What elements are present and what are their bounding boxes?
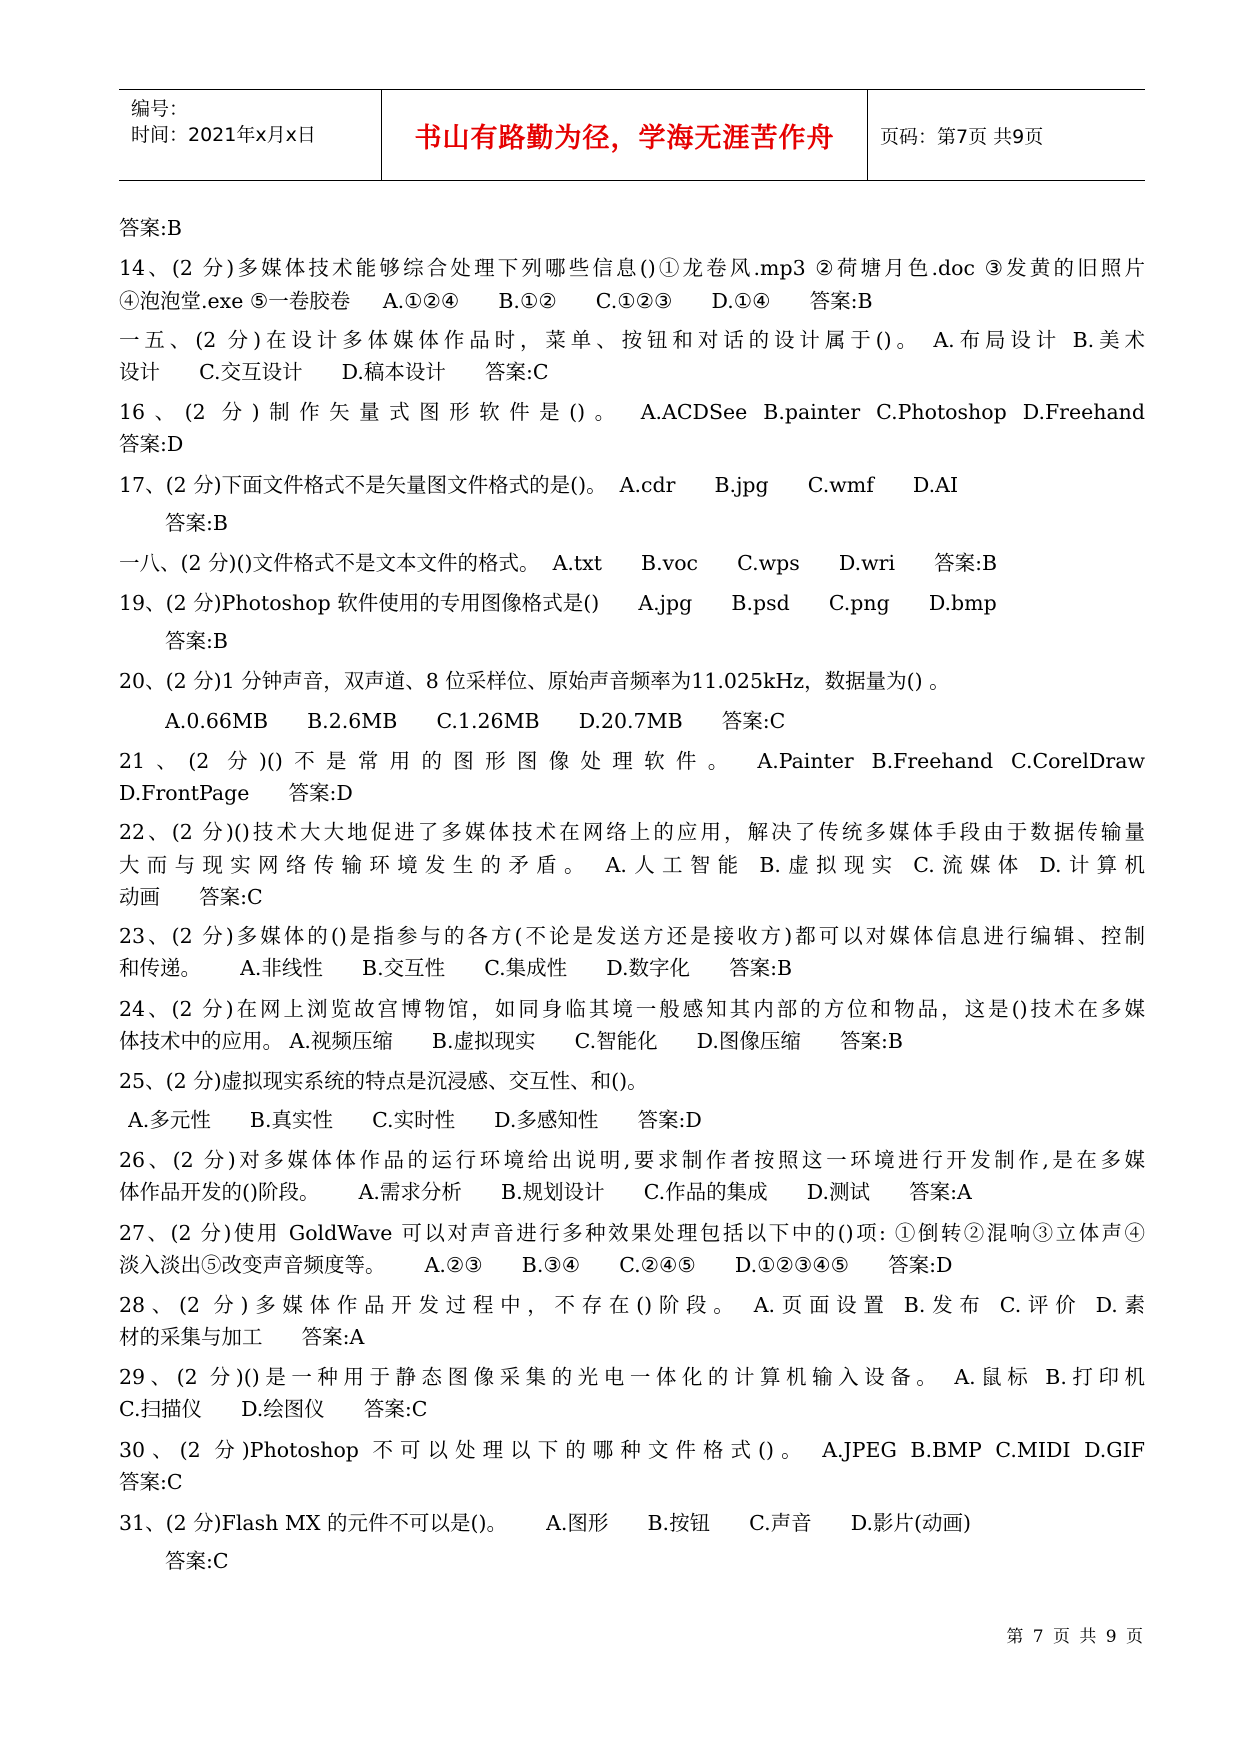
question-29: 29、(2 分)()是一种用于静态图像采集的光电一体化的计算机输入设备。 A.鼠标 B.打印机 [119,1365,1145,1389]
question-20: 20、(2 分)1 分钟声音，双声道、8 位采样位、原始声音频率为11.025kHz，数据量为() 。 [119,669,950,693]
options-line: A.0.66MB B.2.6MB C.1.26MB D.20.7MB 答案:C [165,709,786,733]
question-30: 30、(2 分)Photoshop 不可以处理以下的哪种文件格式()。 A.JPEG B.BMP C.MIDI D.GIF [119,1438,1145,1462]
options-line: A.多元性 B.真实性 C.实时性 D.多感知性 答案:D [128,1108,702,1132]
header-motto-cell [381,90,868,180]
question-28: 28、(2 分)多媒体作品开发过程中，不存在()阶段。 A.页面设置 B.发布 C.评价 D.素 [119,1293,1145,1317]
question-16: 16、(2 分)制作矢量式图形软件是()。 A.ACDSee B.painter C.Photoshop D.Freehand [119,400,1145,424]
question-19: 19、(2 分)Photoshop 软件使用的专用图像格式是() A.jpg B.psd C.png D.bmp [119,591,997,615]
document-time-label: 时间：2021年x月x日 [131,124,316,146]
text-line: 材的采集与加工 答案:A [119,1325,365,1349]
text-line: 答案:C [119,1470,183,1494]
text-line: 大而与现实网络传输环境发生的矛盾。 A.人工智能 B.虚拟现实 C.流媒体 D.计算机 [119,853,1145,877]
header-page-cell [868,90,1145,180]
header-motto: 书山有路勤为径，学海无涯苦作舟 [414,122,835,154]
question-26: 26、(2 分)对多媒体体作品的运行环境给出说明,要求制作者按照这一环境进行开发制作,是在多媒 [119,1148,1145,1172]
question-23: 23、(2 分)多媒体的()是指参与的各方(不论是发送方还是接收方)都可以对媒体信息进行编辑、控制 [119,924,1145,948]
question-14: 14、(2 分)多媒体技术能够综合处理下列哪些信息()①龙卷风.mp3 ②荷塘月色.doc ③发黄的旧照片 [119,256,1145,280]
text-line: 动画 答案:C [119,885,263,909]
question-22: 22、(2 分)()技术大大地促进了多媒体技术在网络上的应用，解决了传统多媒体手段由于数据传输量 [119,820,1145,844]
text-line: 淡入淡出⑤改变声音频度等。 A.②③ B.③④ C.②④⑤ D.①②③④⑤ 答案:D [119,1253,953,1277]
question-18: 一八、(2 分)()文件格式不是文本文件的格式。 A.txt B.voc C.wps D.wri 答案:B [119,551,998,575]
answer-line: 答案:C [165,1549,229,1573]
question-24: 24、(2 分)在网上浏览故宫博物馆，如同身临其境一般感知其内部的方位和物品，这是()技术在多媒 [119,997,1145,1021]
text-line: C.扫描仪 D.绘图仪 答案:C [119,1397,428,1421]
header-page-number: 页码：第7页 共9页 [880,125,1044,148]
question-31: 31、(2 分)Flash MX 的元件不可以是()。 A.图形 B.按钮 C.声音 D.影片(动画) [119,1511,971,1535]
answer-line: 答案:B [165,511,228,535]
page-footer: 第 7 页 共 9 页 [1006,1627,1145,1647]
text-line: 设计 C.交互设计 D.稿本设计 答案:C [119,360,549,384]
text-line: ④泡泡堂.exe ⑤一卷胶卷 A.①②④ B.①② C.①②③ D.①④ 答案:B [119,289,873,313]
header-left-cell [119,90,381,180]
text-line: 答案:D [119,432,184,456]
document-number-label: 编号： [131,98,189,120]
question-15: 一五、(2 分)在设计多体媒体作品时，菜单、按钮和对话的设计属于()。 A.布局设计 B.美术 [119,328,1145,352]
question-21: 21、(2 分)()不是常用的图形图像处理软件。 A.Painter B.Freehand C.CorelDraw [119,749,1145,773]
text-line: 体作品开发的()阶段。 A.需求分析 B.规划设计 C.作品的集成 D.测试 答案:A [119,1180,972,1204]
question-27: 27、(2 分)使用 GoldWave 可以对声音进行多种效果处理包括以下中的()项: ①倒转②混响③立体声④ [119,1221,1145,1245]
question-17: 17、(2 分)下面文件格式不是矢量图文件格式的是()。 A.cdr B.jpg C.wmf D.AI [119,473,959,497]
text-line: D.FrontPage 答案:D [119,781,353,805]
text-line: 体技术中的应用。 A.视频压缩 B.虚拟现实 C.智能化 D.图像压缩 答案:B [119,1029,903,1053]
answer-line: 答案:B [165,629,228,653]
question-25: 25、(2 分)虚拟现实系统的特点是沉浸感、交互性、和()。 [119,1069,648,1093]
text-line: 答案:B [119,216,182,240]
page-header [119,89,1145,181]
text-line: 和传递。 A.非线性 B.交互性 C.集成性 D.数字化 答案:B [119,956,793,980]
